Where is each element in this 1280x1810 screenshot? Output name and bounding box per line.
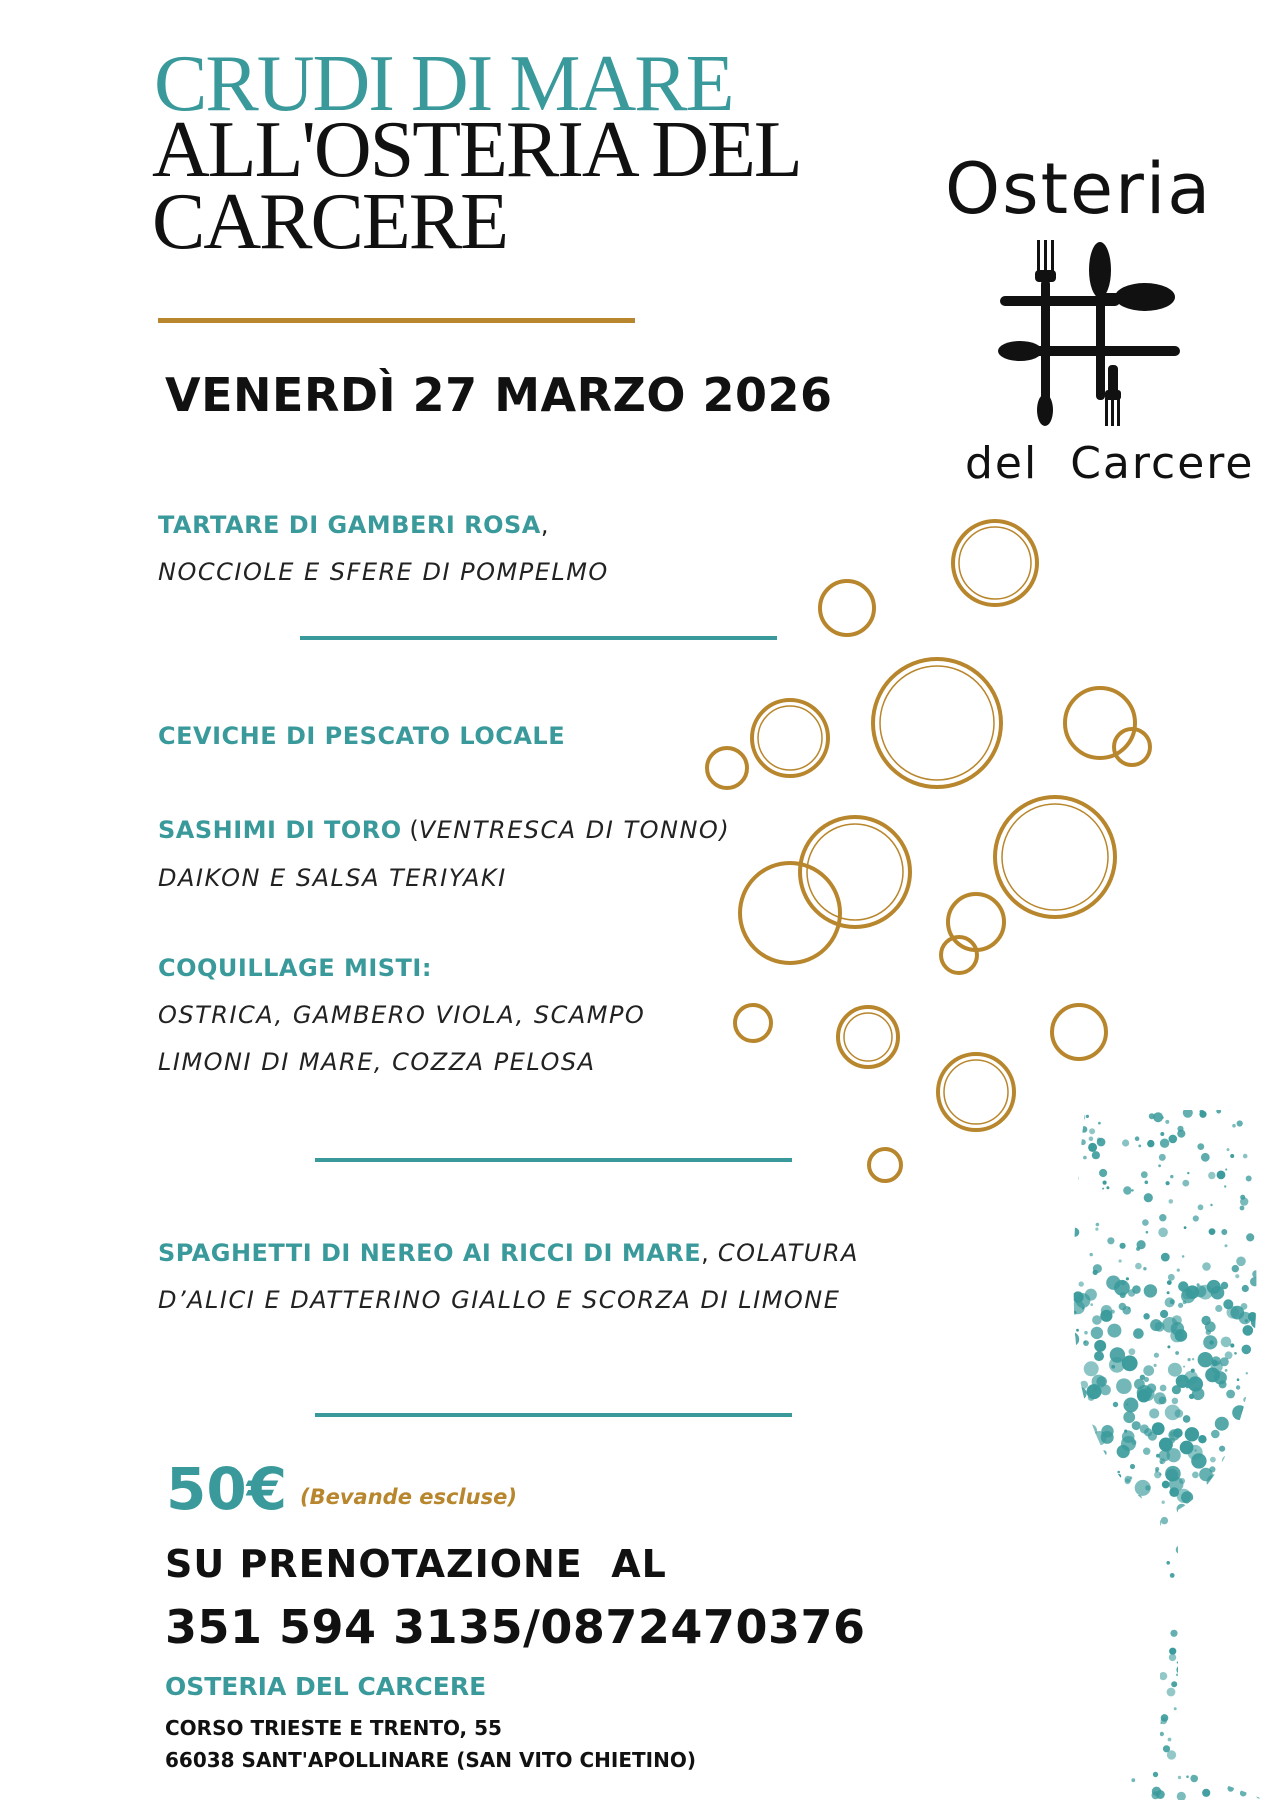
dish-4-name: COQUILLAGE MISTI: [158,954,432,982]
dish-5-desc: D’ALICI E DATTERINO GIALLO E SCORZA DI LIMONE [158,1286,841,1314]
price-amount: 50€ [166,1455,288,1523]
logo-text-top: Osteria [945,148,1213,230]
dish-3-desc-inline: VENTRESCA DI TONNO) [418,816,731,844]
title-line-2-3 [152,106,852,266]
dish-5 [158,1239,859,1267]
venue-address-1: CORSO TRIESTE E TRENTO, 55 [165,1716,502,1740]
gold-divider [158,318,635,323]
dish-5-name: SPAGHETTI DI NEREO AI RICCI DI MARE [158,1239,702,1267]
booking-label: SU PRENOTAZIONE AL [165,1542,667,1586]
title-line-1: CRUDI DI MARE [154,40,733,128]
dish-3-separator: ( [401,816,419,844]
logo-text-bottom: del Carcere [965,438,1255,489]
title-line-3: CARCERE [152,178,507,266]
teal-divider-3 [315,1413,792,1417]
dish-3-name: SASHIMI DI TORO [158,816,402,844]
title-line-2: ALL'OSTERIA DEL [152,106,801,194]
dish-1-desc: NOCCIOLE E SFERE DI POMPELMO [158,558,609,586]
venue-address-2: 66038 SANT'APOLLINARE (SAN VITO CHIETINO) [165,1748,696,1772]
dish-4-desc-2: LIMONI DI MARE, COZZA PELOSA [158,1048,596,1076]
event-date: VENERDÌ 27 MARZO 2026 [165,368,833,422]
dish-3 [158,816,730,844]
dish-1-name: TARTARE DI GAMBERI ROSA [158,511,541,539]
crossed-cutlery-icon [995,240,1185,430]
venue-name: OSTERIA DEL CARCERE [165,1672,487,1701]
dish-2-name: CEVICHE DI PESCATO LOCALE [158,722,566,750]
dish-3-desc: DAIKON E SALSA TERIYAKI [158,864,507,892]
dish-5-desc-inline: COLATURA [708,1239,859,1267]
dish-5-separator: , [701,1239,709,1267]
price-note: (Bevande escluse) [300,1485,517,1509]
dish-1-separator: , [540,511,549,539]
dish-1 [158,511,549,539]
dish-4-desc-1: OSTRICA, GAMBERO VIOLA, SCAMPO [158,1001,646,1029]
booking-phone: 351 594 3135/0872470376 [165,1600,866,1654]
champagne-glass-icon [1060,1080,1270,1810]
